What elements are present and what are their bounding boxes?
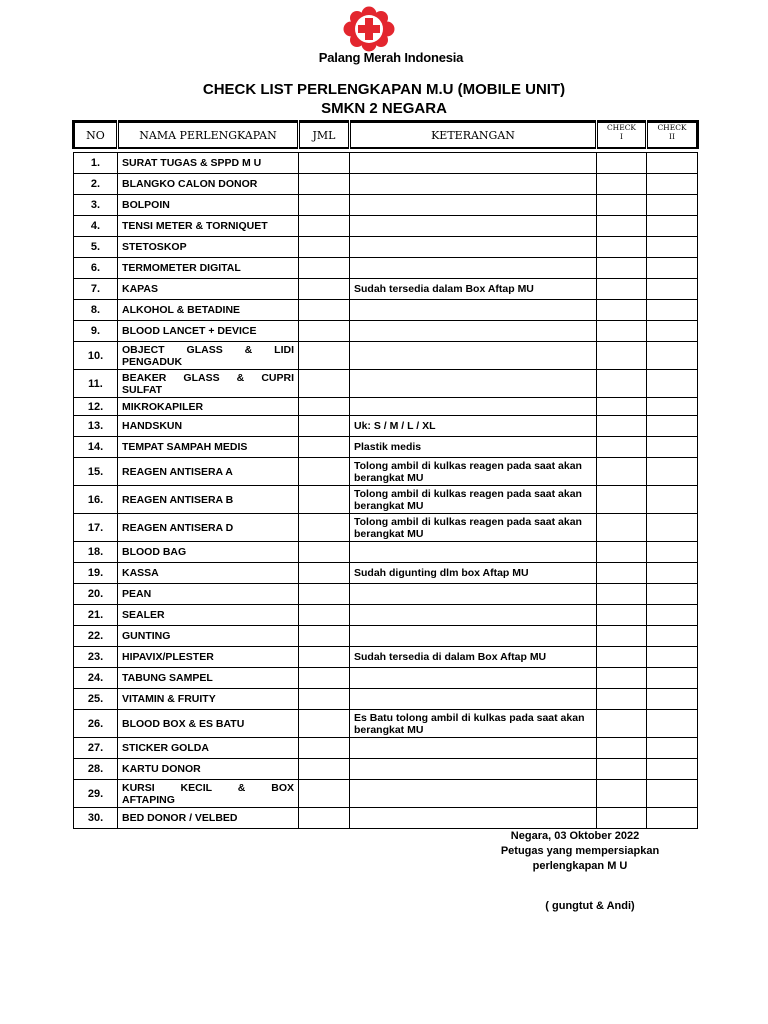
jml-cell[interactable] <box>299 514 350 542</box>
check-1-cell[interactable] <box>597 605 647 626</box>
check-2-word: CHECK <box>657 123 687 132</box>
keterangan-cell <box>350 759 597 780</box>
check-1-numeral: I <box>620 132 623 141</box>
keterangan-cell <box>350 398 597 416</box>
item-name: TENSI METER & TORNIQUET <box>118 216 299 237</box>
jml-cell[interactable] <box>299 321 350 342</box>
row-number: 29. <box>74 780 118 808</box>
check-1-cell[interactable] <box>597 780 647 808</box>
jml-cell[interactable] <box>299 279 350 300</box>
row-number: 3. <box>74 195 118 216</box>
item-name <box>118 370 299 398</box>
check-1-cell[interactable] <box>597 416 647 437</box>
check-2-cell[interactable] <box>647 300 698 321</box>
keterangan-cell <box>350 542 597 563</box>
table-row <box>74 237 698 258</box>
check-2-cell[interactable] <box>647 216 698 237</box>
keterangan-cell <box>350 738 597 759</box>
row-number: 6. <box>74 258 118 279</box>
check-2-cell[interactable] <box>647 605 698 626</box>
row-number: 2. <box>74 174 118 195</box>
check-2-cell[interactable] <box>647 370 698 398</box>
item-name: GUNTING <box>118 626 299 647</box>
row-number: 16. <box>74 486 118 514</box>
col-header-check-2 <box>647 122 698 149</box>
jml-cell[interactable] <box>299 398 350 416</box>
item-name: KARTU DONOR <box>118 759 299 780</box>
row-number: 9. <box>74 321 118 342</box>
item-name-line-2: AFTAPING <box>122 793 175 806</box>
keterangan-cell: Es Batu tolong ambil di kulkas pada saat akan berangkat MU <box>350 710 597 738</box>
table-row <box>74 174 698 195</box>
table-row <box>74 486 698 514</box>
check-1-cell[interactable] <box>597 738 647 759</box>
table-row <box>74 542 698 563</box>
keterangan-cell: Tolong ambil di kulkas reagen pada saat akan berangkat MU <box>350 458 597 486</box>
jml-cell[interactable] <box>299 216 350 237</box>
keterangan-cell <box>350 321 597 342</box>
item-name-line-1: KURSI KECIL & BOX <box>122 781 294 794</box>
jml-cell[interactable] <box>299 689 350 710</box>
item-name: BLOOD LANCET + DEVICE <box>118 321 299 342</box>
check-2-cell[interactable] <box>647 542 698 563</box>
jml-cell[interactable] <box>299 342 350 370</box>
jml-cell[interactable] <box>299 437 350 458</box>
jml-cell[interactable] <box>299 300 350 321</box>
item-name: BLOOD BOX & ES BATU <box>118 710 299 738</box>
check-1-cell[interactable] <box>597 279 647 300</box>
check-2-cell[interactable] <box>647 514 698 542</box>
row-number: 30. <box>74 808 118 829</box>
check-1-cell[interactable] <box>597 216 647 237</box>
check-2-cell[interactable] <box>647 237 698 258</box>
check-2-cell[interactable] <box>647 258 698 279</box>
table-row <box>74 689 698 710</box>
item-name: MIKROKAPILER <box>118 398 299 416</box>
jml-cell[interactable] <box>299 370 350 398</box>
table-row <box>74 437 698 458</box>
check-1-cell[interactable] <box>597 321 647 342</box>
check-2-cell[interactable] <box>647 563 698 584</box>
table-row <box>74 258 698 279</box>
item-name: REAGEN ANTISERA A <box>118 458 299 486</box>
row-number: 4. <box>74 216 118 237</box>
table-row <box>74 584 698 605</box>
check-1-cell[interactable] <box>597 342 647 370</box>
table-row <box>74 738 698 759</box>
check-1-cell[interactable] <box>597 563 647 584</box>
signature-names: ( gungtut & Andi) <box>545 900 635 912</box>
check-1-cell[interactable] <box>597 458 647 486</box>
keterangan-cell <box>350 195 597 216</box>
jml-cell[interactable] <box>299 738 350 759</box>
jml-cell[interactable] <box>299 584 350 605</box>
jml-cell[interactable] <box>299 258 350 279</box>
keterangan-cell <box>350 605 597 626</box>
table-row <box>74 605 698 626</box>
check-2-cell[interactable] <box>647 759 698 780</box>
jml-cell[interactable] <box>299 237 350 258</box>
item-name: KAPAS <box>118 279 299 300</box>
check-1-word: CHECK <box>606 123 637 132</box>
item-name <box>118 342 299 370</box>
keterangan-cell <box>350 584 597 605</box>
keterangan-cell <box>350 780 597 808</box>
item-name: BLANGKO CALON DONOR <box>118 174 299 195</box>
org-name: Palang Merah Indonesia <box>318 50 464 65</box>
jml-cell[interactable] <box>299 486 350 514</box>
check-1-cell[interactable] <box>597 370 647 398</box>
item-name: SURAT TUGAS & SPPD M U <box>118 153 299 174</box>
item-name: TABUNG SAMPEL <box>118 668 299 689</box>
check-1-cell[interactable] <box>597 584 647 605</box>
check-1-cell[interactable] <box>597 647 647 668</box>
row-number: 27. <box>74 738 118 759</box>
check-2-cell[interactable] <box>647 195 698 216</box>
item-name: PEAN <box>118 584 299 605</box>
item-name: HANDSKUN <box>118 416 299 437</box>
row-number: 13. <box>74 416 118 437</box>
check-2-cell[interactable] <box>647 458 698 486</box>
check-1-cell[interactable] <box>597 258 647 279</box>
signature-role-line-2: perlengkapan M U <box>532 860 628 872</box>
item-name: TEMPAT SAMPAH MEDIS <box>118 437 299 458</box>
row-number: 20. <box>74 584 118 605</box>
row-number: 24. <box>74 668 118 689</box>
col-header-check-1 <box>597 122 647 149</box>
item-name-line-2: SULFAT <box>122 383 163 396</box>
item-name-line-1: BEAKER GLASS & CUPRI <box>122 371 294 384</box>
check-1-cell[interactable] <box>597 710 647 738</box>
keterangan-cell <box>350 342 597 370</box>
check-1-cell[interactable] <box>597 174 647 195</box>
check-2-cell[interactable] <box>647 808 698 829</box>
table-row <box>74 216 698 237</box>
row-number: 10. <box>74 342 118 370</box>
table-row <box>74 563 698 584</box>
keterangan-cell: Tolong ambil di kulkas reagen pada saat akan berangkat MU <box>350 486 597 514</box>
check-2-cell[interactable] <box>647 780 698 808</box>
keterangan-cell <box>350 300 597 321</box>
item-name: SEALER <box>118 605 299 626</box>
col-header-name: NAMA PERLENGKAPAN <box>118 122 299 149</box>
jml-cell[interactable] <box>299 458 350 486</box>
item-name: ALKOHOL & BETADINE <box>118 300 299 321</box>
check-1-cell[interactable] <box>597 300 647 321</box>
jml-cell[interactable] <box>299 808 350 829</box>
keterangan-cell <box>350 370 597 398</box>
item-name-line-1: OBJECT GLASS & LIDI <box>122 343 294 356</box>
page-subtitle: SMKN 2 NEGARA <box>321 100 447 117</box>
item-name: BLOOD BAG <box>118 542 299 563</box>
row-number: 5. <box>74 237 118 258</box>
keterangan-cell <box>350 626 597 647</box>
table-row <box>74 668 698 689</box>
check-2-cell[interactable] <box>647 342 698 370</box>
check-2-cell[interactable] <box>647 279 698 300</box>
table-row <box>74 780 698 808</box>
row-number: 25. <box>74 689 118 710</box>
check-1-cell[interactable] <box>597 626 647 647</box>
col-header-jml: JML <box>299 122 350 149</box>
table-row <box>74 416 698 437</box>
check-2-cell[interactable] <box>647 584 698 605</box>
jml-cell[interactable] <box>299 780 350 808</box>
keterangan-cell: Sudah tersedia di dalam Box Aftap MU <box>350 647 597 668</box>
keterangan-cell <box>350 258 597 279</box>
keterangan-cell: Sudah tersedia dalam Box Aftap MU <box>350 279 597 300</box>
check-1-cell[interactable] <box>597 486 647 514</box>
table-row <box>74 808 698 829</box>
check-1-cell[interactable] <box>597 398 647 416</box>
keterangan-cell: Plastik medis <box>350 437 597 458</box>
table-row <box>74 153 698 174</box>
table-row <box>74 300 698 321</box>
row-number: 22. <box>74 626 118 647</box>
row-number: 14. <box>74 437 118 458</box>
row-number: 21. <box>74 605 118 626</box>
jml-cell[interactable] <box>299 759 350 780</box>
check-2-cell[interactable] <box>647 668 698 689</box>
check-1-cell[interactable] <box>597 514 647 542</box>
table-row <box>74 626 698 647</box>
jml-cell[interactable] <box>299 710 350 738</box>
check-1-cell[interactable] <box>597 542 647 563</box>
row-number: 15. <box>74 458 118 486</box>
check-2-cell[interactable] <box>647 437 698 458</box>
keterangan-cell <box>350 237 597 258</box>
signature-role-line-1: Petugas yang mempersiapkan <box>500 845 660 857</box>
item-name: BED DONOR / VELBED <box>118 808 299 829</box>
table-row <box>74 370 698 398</box>
jml-cell[interactable] <box>299 542 350 563</box>
check-2-cell[interactable] <box>647 416 698 437</box>
keterangan-cell <box>350 153 597 174</box>
row-number: 26. <box>74 710 118 738</box>
jml-cell[interactable] <box>299 416 350 437</box>
check-1-cell[interactable] <box>597 668 647 689</box>
item-name: VITAMIN & FRUITY <box>118 689 299 710</box>
check-1-cell[interactable] <box>597 237 647 258</box>
check-2-cell[interactable] <box>647 626 698 647</box>
row-number: 8. <box>74 300 118 321</box>
check-2-cell[interactable] <box>647 486 698 514</box>
row-number: 18. <box>74 542 118 563</box>
keterangan-cell <box>350 174 597 195</box>
check-2-cell[interactable] <box>647 398 698 416</box>
check-2-cell[interactable] <box>647 738 698 759</box>
check-1-cell[interactable] <box>597 195 647 216</box>
table-row <box>74 710 698 738</box>
check-2-cell[interactable] <box>647 710 698 738</box>
checklist-body <box>74 153 698 829</box>
jml-cell[interactable] <box>299 668 350 689</box>
item-name: BOLPOIN <box>118 195 299 216</box>
jml-cell[interactable] <box>299 626 350 647</box>
jml-cell[interactable] <box>299 605 350 626</box>
row-number: 23. <box>74 647 118 668</box>
item-name: KASSA <box>118 563 299 584</box>
item-name: STICKER GOLDA <box>118 738 299 759</box>
row-number: 11. <box>74 370 118 398</box>
row-number: 1. <box>74 153 118 174</box>
keterangan-cell: Tolong ambil di kulkas reagen pada saat akan berangkat MU <box>350 514 597 542</box>
item-name: TERMOMETER DIGITAL <box>118 258 299 279</box>
keterangan-cell: Uk: S / M / L / XL <box>350 416 597 437</box>
table-row <box>74 458 698 486</box>
col-header-keterangan: KETERANGAN <box>350 122 597 149</box>
keterangan-cell <box>350 668 597 689</box>
page-title: CHECK LIST PERLENGKAPAN M.U (MOBILE UNIT) <box>202 81 566 98</box>
jml-cell[interactable] <box>299 174 350 195</box>
row-number: 12. <box>74 398 118 416</box>
signature-place-date: Negara, 03 Oktober 2022 <box>510 830 640 842</box>
table-row <box>74 195 698 216</box>
row-number: 19. <box>74 563 118 584</box>
row-number: 17. <box>74 514 118 542</box>
table-row <box>74 647 698 668</box>
check-2-cell[interactable] <box>647 321 698 342</box>
check-1-cell[interactable] <box>597 153 647 174</box>
check-1-cell[interactable] <box>597 759 647 780</box>
item-name: REAGEN ANTISERA B <box>118 486 299 514</box>
check-2-cell[interactable] <box>647 174 698 195</box>
table-row <box>74 321 698 342</box>
jml-cell[interactable] <box>299 563 350 584</box>
keterangan-cell: Sudah digunting dlm box Aftap MU <box>350 563 597 584</box>
row-number: 7. <box>74 279 118 300</box>
check-2-numeral: II <box>669 132 675 141</box>
table-row <box>74 398 698 416</box>
check-2-cell[interactable] <box>647 153 698 174</box>
item-name: STETOSKOP <box>118 237 299 258</box>
keterangan-cell <box>350 689 597 710</box>
jml-cell[interactable] <box>299 153 350 174</box>
check-2-cell[interactable] <box>647 689 698 710</box>
jml-cell[interactable] <box>299 195 350 216</box>
item-name <box>118 780 299 808</box>
table-row <box>74 342 698 370</box>
check-2-cell[interactable] <box>647 647 698 668</box>
table-row <box>74 514 698 542</box>
checklist-table <box>72 120 699 829</box>
keterangan-cell <box>350 808 597 829</box>
table-row <box>74 759 698 780</box>
table-row <box>74 279 698 300</box>
item-name: HIPAVIX/PLESTER <box>118 647 299 668</box>
keterangan-cell <box>350 216 597 237</box>
item-name-line-2: PENGADUK <box>122 355 183 368</box>
red-cross-flower-icon <box>340 6 398 52</box>
jml-cell[interactable] <box>299 647 350 668</box>
header-row <box>74 122 698 149</box>
row-number: 28. <box>74 759 118 780</box>
item-name: REAGEN ANTISERA D <box>118 514 299 542</box>
col-header-no: NO <box>74 122 118 149</box>
check-1-cell[interactable] <box>597 689 647 710</box>
check-1-cell[interactable] <box>597 437 647 458</box>
check-1-cell[interactable] <box>597 808 647 829</box>
